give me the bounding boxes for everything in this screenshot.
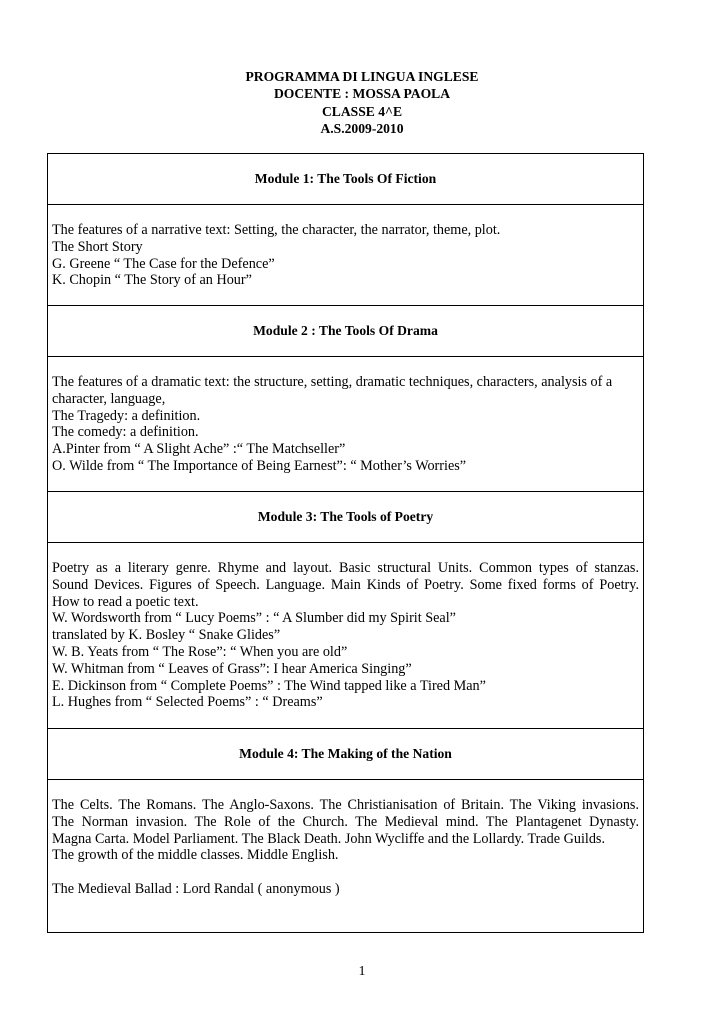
module-3-line: L. Hughes from “ Selected Poems” : “ Dreams” (52, 694, 323, 711)
module-4-line: The growth of the middle classes. Middle English. (52, 847, 339, 864)
module-3-line: E. Dickinson from “ Complete Poems” : The Wind tapped like a Tired Man” (52, 677, 486, 694)
module-1-line: K. Chopin “ The Story of an Hour” (52, 272, 252, 289)
module-4-title: Module 4: The Making of the Nation (48, 729, 643, 780)
module-2-line: The comedy: a definition. (52, 424, 199, 441)
module-1-content (48, 205, 643, 306)
module-4-line-blank (52, 864, 639, 881)
module-4-line: The Celts. The Romans. The Anglo-Saxons. The Christianisation of Britain. The Viking invasions. (52, 797, 639, 813)
module-2-line: O. Wilde from “ The Importance of Being Earnest”: “ Mother’s Worries” (52, 457, 467, 474)
header-line-4: A.S.2009-2010 (320, 120, 404, 136)
module-3-content (48, 543, 643, 729)
header-line-1: PROGRAMMA DI LINGUA INGLESE (245, 69, 479, 84)
module-4-line: Magna Carta. Model Parliament. The Black Death. John Wycliffe and the Lollardy. Trade Guilds. (52, 830, 605, 847)
module-4-line: The Norman invasion. The Role of the Church. The Medieval mind. The Plantagenet Dynasty. (52, 813, 639, 830)
header-line-2: DOCENTE : MOSSA PAOLA (273, 86, 451, 102)
module-2-line: The Tragedy: a definition. (52, 407, 201, 424)
module-3-line: W. Whitman from “ Leaves of Grass”: I hear America Singing” (52, 660, 412, 677)
module-1-title: Module 1: The Tools Of Fiction (48, 154, 643, 205)
module-2-line: A.Pinter from “ A Slight Ache” :“ The Matchseller” (52, 441, 346, 458)
module-3-line: W. B. Yeats from “ The Rose”: “ When you are old” (52, 643, 348, 660)
module-2-line: The features of a dramatic text: the structure, setting, dramatic techniques, characters, analysis of a (52, 374, 613, 390)
module-4-content (48, 780, 643, 932)
module-1-line: G. Greene “ The Case for the Defence” (52, 255, 275, 272)
module-3-line: Sound Devices. Figures of Speech. Language. Main Kinds of Poetry. Some fixed forms of Poetry. (52, 576, 639, 593)
header-line-3: CLASSE 4^E (321, 103, 403, 119)
module-3-line: W. Wordsworth from “ Lucy Poems” : “ A Slumber did my Spirit Seal” (52, 610, 456, 627)
module-2-title: Module 2 : The Tools Of Drama (48, 306, 643, 357)
program-table (47, 153, 644, 933)
module-2-line: character, language, (52, 390, 166, 407)
module-3-line: How to read a poetic text. (52, 593, 199, 610)
module-1-line: The Short Story (52, 238, 143, 255)
module-3-title: Module 3: The Tools of Poetry (48, 492, 643, 543)
page-number: 1 (358, 964, 366, 979)
module-3-line: translated by K. Bosley “ Snake Glides” (52, 627, 281, 644)
module-4-line: The Medieval Ballad : Lord Randal ( anonymous ) (52, 880, 340, 897)
module-2-content (48, 357, 643, 492)
module-1-line: The features of a narrative text: Setting, the character, the narrator, theme, plot. (52, 222, 501, 238)
module-3-line: Poetry as a literary genre. Rhyme and layout. Basic structural Units. Common types of stanzas. (52, 560, 639, 576)
document-header (0, 68, 724, 137)
